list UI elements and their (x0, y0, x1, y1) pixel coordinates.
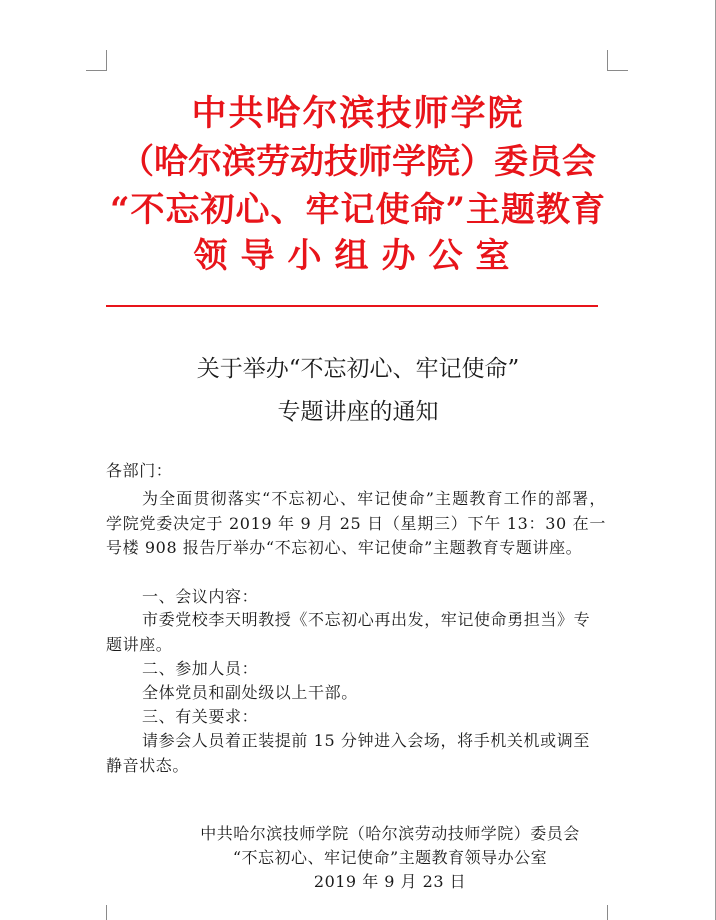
section-content: 市委党校李天明教授《不忘初心再出发，牢记使命勇担当》专题讲座。 (106, 610, 591, 654)
signature-org: 中共哈尔滨技师学院（哈尔滨劳动技师学院）委员会 (200, 824, 580, 843)
section-heading: 一、会议内容： (142, 587, 259, 606)
crop-mark-top-right (607, 70, 628, 71)
section-heading: 三、有关要求： (142, 707, 259, 726)
notice-title-line-1: 关于举办“不忘初心、牢记使命” (196, 356, 520, 382)
signature-office: “不忘初心、牢记使命”主题教育领导办公室 (232, 848, 548, 867)
issuer-header-line-1: 中共哈尔滨技师学院 (191, 93, 525, 134)
signature-date: 2019 年 9 月 23 日 (313, 872, 467, 891)
salutation: 各部门： (106, 461, 173, 480)
crop-mark-bottom-right (607, 905, 608, 920)
crop-mark-top-left (86, 70, 107, 71)
crop-mark-bottom-left (106, 905, 107, 920)
issuer-header-line-3: “不忘初心、牢记使命”主题教育 (109, 190, 607, 230)
red-divider-line (106, 305, 598, 307)
section-content: 全体党员和副处级以上干部。 (142, 683, 358, 702)
crop-mark-top-left (106, 50, 107, 70)
notice-title-line-2: 专题讲座的通知 (277, 399, 439, 425)
section-content: 请参会人员着正装提前 15 分钟进入会场，将手机关机或调至静音状态。 (106, 731, 590, 775)
crop-mark-top-right (607, 50, 608, 70)
section-heading: 二、参加人员： (142, 659, 259, 678)
intro-paragraph: 为全面贯彻落实“不忘初心、牢记使命”主题教育工作的部署，学院党委决定于 2019 年 9 月 25 日（星期三）下午 13：30 在一号楼 908 报告厅举办“不忘初心、牢记使命”主题教育专题讲座。 (106, 489, 606, 557)
issuer-header-line-2: （哈尔滨劳动技师学院）委员会 (120, 142, 596, 182)
issuer-header-line-4: 领导小组办公室 (193, 236, 523, 276)
